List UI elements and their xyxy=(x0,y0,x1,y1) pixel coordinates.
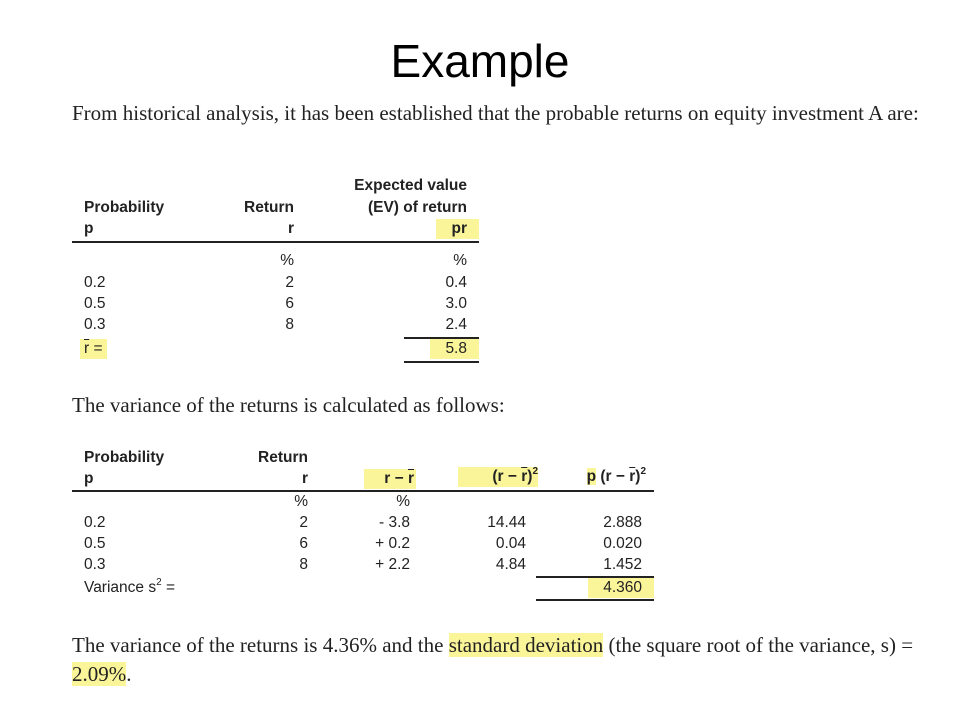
t2-total-label xyxy=(84,578,175,598)
t2-row1-psq: 0.020 xyxy=(603,535,642,552)
t1-unit-ev: % xyxy=(453,252,467,269)
t2-sq-exp: 2 xyxy=(532,466,538,477)
t2-row1-r: 6 xyxy=(299,535,308,552)
t2-row2-sq: 4.84 xyxy=(495,556,526,573)
t1-header-p: p xyxy=(84,220,94,237)
t1-row1-pr: 3.0 xyxy=(445,295,467,312)
t1-row0-r: 2 xyxy=(285,274,294,291)
t2-row2-r: 8 xyxy=(299,556,308,573)
t2-total-rule-bottom xyxy=(536,599,654,601)
t2-sq-close: ) xyxy=(527,468,533,485)
t2-psq-exp: 2 xyxy=(640,466,646,477)
t2-row1-dev: + 0.2 xyxy=(375,535,410,552)
t1-row0-pr: 0.4 xyxy=(445,274,467,291)
t2-header-deviation xyxy=(364,469,416,489)
t1-row2-r: 8 xyxy=(285,316,294,333)
t1-total-label xyxy=(80,339,107,359)
t2-variance-label: Variance s xyxy=(84,579,157,596)
t2-row2-dev: + 2.2 xyxy=(375,556,410,573)
t2-psq-close: ) xyxy=(635,468,641,485)
t1-total-equals: = xyxy=(93,340,103,357)
t1-header-probability: Probability xyxy=(84,199,165,216)
std-dev-value-highlight: 2.09% xyxy=(72,662,127,686)
t1-row2-pr: 2.4 xyxy=(445,316,467,333)
t2-variance-exp: 2 xyxy=(156,577,162,588)
t2-dev-minus: − xyxy=(394,470,404,487)
slide-title: Example xyxy=(390,35,570,87)
t1-row2-p: 0.3 xyxy=(84,316,106,333)
t2-row2-p: 0.3 xyxy=(84,556,106,573)
conclusion-part2: (the square root of the variance, s) = xyxy=(603,633,914,657)
t1-total-rule-bottom xyxy=(404,361,479,363)
t2-unit-deviation: % xyxy=(396,493,410,510)
t2-variance-equals: = xyxy=(161,579,176,596)
t1-total-value: 5.8 xyxy=(430,339,479,359)
t2-header-weighted-squared xyxy=(540,467,646,487)
t2-psq-rbar: $\overline{r}$ xyxy=(629,468,636,485)
t2-header-p: p xyxy=(84,470,94,487)
t1-header-pr: pr xyxy=(436,219,479,239)
conclusion-text xyxy=(72,631,922,689)
t1-header-ev-line2: (EV) of return xyxy=(367,199,467,216)
t1-header-return: Return xyxy=(244,199,294,216)
t2-row0-r: 2 xyxy=(299,514,308,531)
conclusion-part1: The variance of the returns is 4.36% and the xyxy=(72,633,449,657)
t2-row0-psq: 2.888 xyxy=(603,514,642,531)
t1-unit-return: % xyxy=(280,252,294,269)
t1-header-ev-line1: Expected value xyxy=(354,177,467,194)
t2-dev-r: r xyxy=(384,470,391,487)
t2-unit-return: % xyxy=(294,493,308,510)
variance-intro-text: The variance of the returns is calculated as follows: xyxy=(72,393,505,417)
t1-row0-p: 0.2 xyxy=(84,274,106,291)
t2-sq-open: (r − xyxy=(492,468,517,485)
t1-row1-r: 6 xyxy=(285,295,294,312)
t1-header-rule xyxy=(72,241,479,243)
t2-sq-rbar: $\overline{r}$ xyxy=(521,468,528,485)
t2-row0-sq: 14.44 xyxy=(487,514,526,531)
t2-row0-p: 0.2 xyxy=(84,514,106,531)
conclusion-part3: . xyxy=(126,662,132,686)
t2-row1-sq: 0.04 xyxy=(495,535,526,552)
t2-row0-dev: - 3.8 xyxy=(378,514,410,531)
t2-row1-p: 0.5 xyxy=(84,535,106,552)
t2-row2-psq: 1.452 xyxy=(603,556,642,573)
intro-text: From historical analysis, it has been established that the probable returns on equity investment A are: xyxy=(72,101,919,125)
t2-psq-open: (r − xyxy=(600,468,625,485)
t2-header-r: r xyxy=(301,470,308,487)
r-bar-symbol: $\overline{r}$ xyxy=(84,340,90,357)
t2-header-probability: Probability xyxy=(84,449,165,466)
t1-row1-p: 0.5 xyxy=(84,295,106,312)
standard-deviation-highlight: standard deviation xyxy=(448,633,604,657)
t2-dev-rbar: $\overline{r}$ xyxy=(407,470,414,487)
t1-header-r: r xyxy=(287,220,294,237)
t2-total-value: 4.360 xyxy=(588,578,654,598)
t2-header-return: Return xyxy=(258,449,308,466)
t2-psq-p: p xyxy=(586,468,597,485)
t2-header-squared-deviation xyxy=(458,467,538,487)
